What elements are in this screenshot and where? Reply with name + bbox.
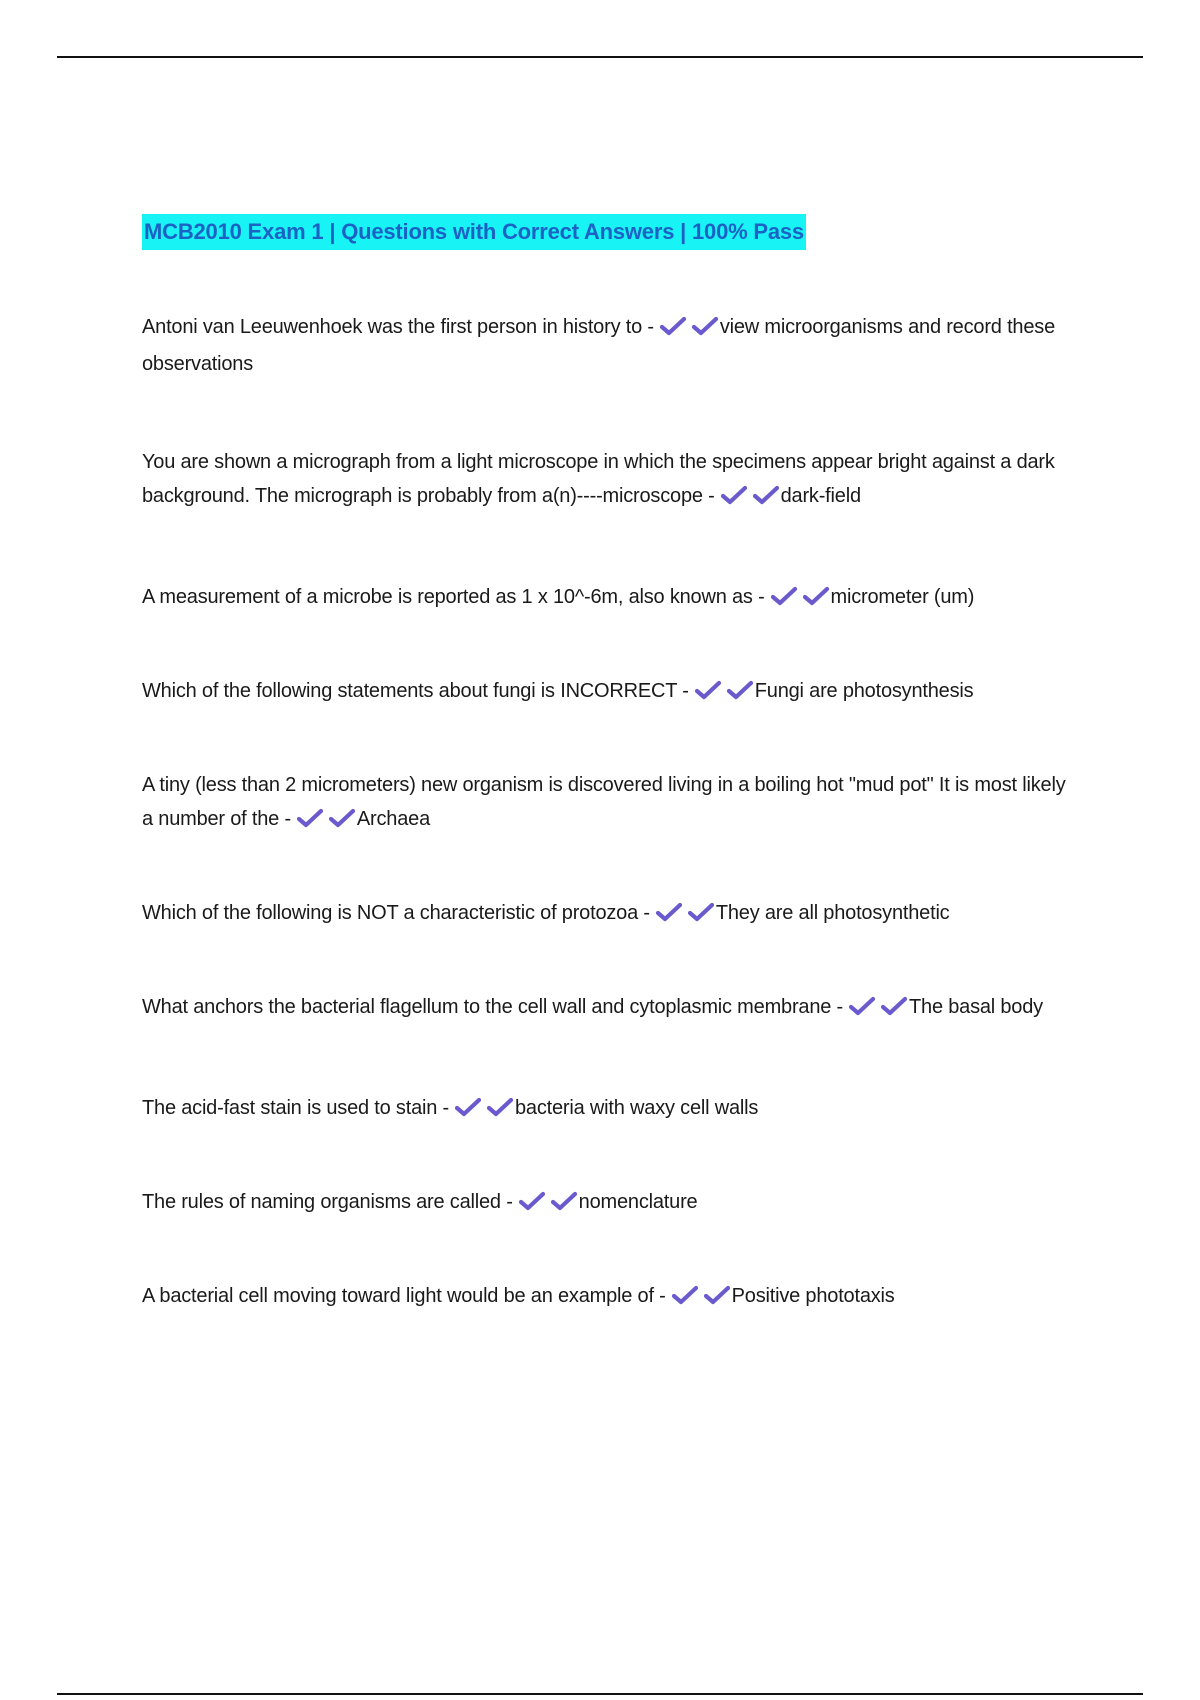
qa-item — [142, 1091, 1072, 1128]
qa-item — [142, 990, 1072, 1027]
answer-marker — [771, 583, 829, 617]
answer-text: nomenclature — [578, 1191, 698, 1213]
check-icon — [753, 485, 779, 505]
check-icon — [688, 902, 714, 922]
title-row — [142, 214, 1072, 253]
qa-item — [142, 768, 1072, 839]
question-text: A bacterial cell moving toward light would be an example of - — [142, 1285, 666, 1307]
page-top-rule — [57, 56, 1143, 58]
answer-marker — [656, 899, 714, 933]
check-icon — [881, 996, 907, 1016]
qa-list — [142, 310, 1072, 1316]
check-icon — [721, 485, 747, 505]
question-text: The acid-fast stain is used to stain - — [142, 1097, 449, 1119]
answer-marker — [695, 677, 753, 711]
check-icon — [771, 586, 797, 606]
answer-text: dark-field — [780, 485, 861, 507]
question-text: Antoni van Leeuwenhoek was the first person in history to - — [142, 316, 654, 338]
answer-marker — [297, 805, 355, 839]
check-icon — [297, 808, 323, 828]
question-text: What anchors the bacterial flagellum to the cell wall and cytoplasmic membrane - — [142, 996, 843, 1018]
check-icon — [329, 808, 355, 828]
page-bottom-rule — [57, 1693, 1143, 1695]
answer-marker — [672, 1282, 730, 1316]
qa-item — [142, 310, 1072, 381]
answer-text: Positive phototaxis — [731, 1285, 895, 1307]
qa-item — [142, 1185, 1072, 1222]
check-icon — [692, 316, 718, 336]
check-icon — [727, 680, 753, 700]
check-icon — [660, 316, 686, 336]
answer-text: The basal body — [909, 996, 1043, 1018]
question-text: A tiny (less than 2 micrometers) new organism is discovered living in a boiling hot "mud pot" It is most likely a number of the - — [142, 774, 1066, 830]
check-icon — [672, 1285, 698, 1305]
qa-item — [142, 896, 1072, 933]
check-icon — [656, 902, 682, 922]
qa-item — [142, 580, 1072, 617]
answer-text: bacteria with waxy cell walls — [515, 1097, 759, 1119]
answer-marker — [519, 1188, 577, 1222]
check-icon — [695, 680, 721, 700]
answer-text: view microorganisms and record these observations — [142, 316, 1055, 375]
question-text: You are shown a micrograph from a light microscope in which the specimens appear bright against a dark background. The micrograph is probably from a(n)----microscope - — [142, 451, 1055, 507]
check-icon — [455, 1097, 481, 1117]
question-text: A measurement of a microbe is reported as 1 x 10^-6m, also known as - — [142, 586, 765, 608]
question-text: The rules of naming organisms are called - — [142, 1191, 513, 1213]
question-text: Which of the following is NOT a characteristic of protozoa - — [142, 902, 650, 924]
answer-marker — [849, 993, 907, 1027]
answer-text: micrometer (um) — [830, 586, 975, 608]
answer-marker — [660, 313, 718, 347]
document-body — [142, 214, 1072, 1316]
check-icon — [519, 1191, 545, 1211]
check-icon — [803, 586, 829, 606]
answer-text: Fungi are photosynthesis — [754, 680, 974, 702]
answer-marker — [455, 1094, 513, 1128]
check-icon — [487, 1097, 513, 1117]
check-icon — [551, 1191, 577, 1211]
document-title: MCB2010 Exam 1 | Questions with Correct Answers | 100% Pass — [142, 214, 806, 250]
answer-marker — [721, 482, 779, 516]
check-icon — [704, 1285, 730, 1305]
qa-item — [142, 674, 1072, 711]
qa-item — [142, 445, 1072, 516]
answer-text: Archaea — [356, 808, 430, 830]
answer-text: They are all photosynthetic — [715, 902, 950, 924]
question-text: Which of the following statements about fungi is INCORRECT - — [142, 680, 689, 702]
check-icon — [849, 996, 875, 1016]
qa-item — [142, 1279, 1072, 1316]
